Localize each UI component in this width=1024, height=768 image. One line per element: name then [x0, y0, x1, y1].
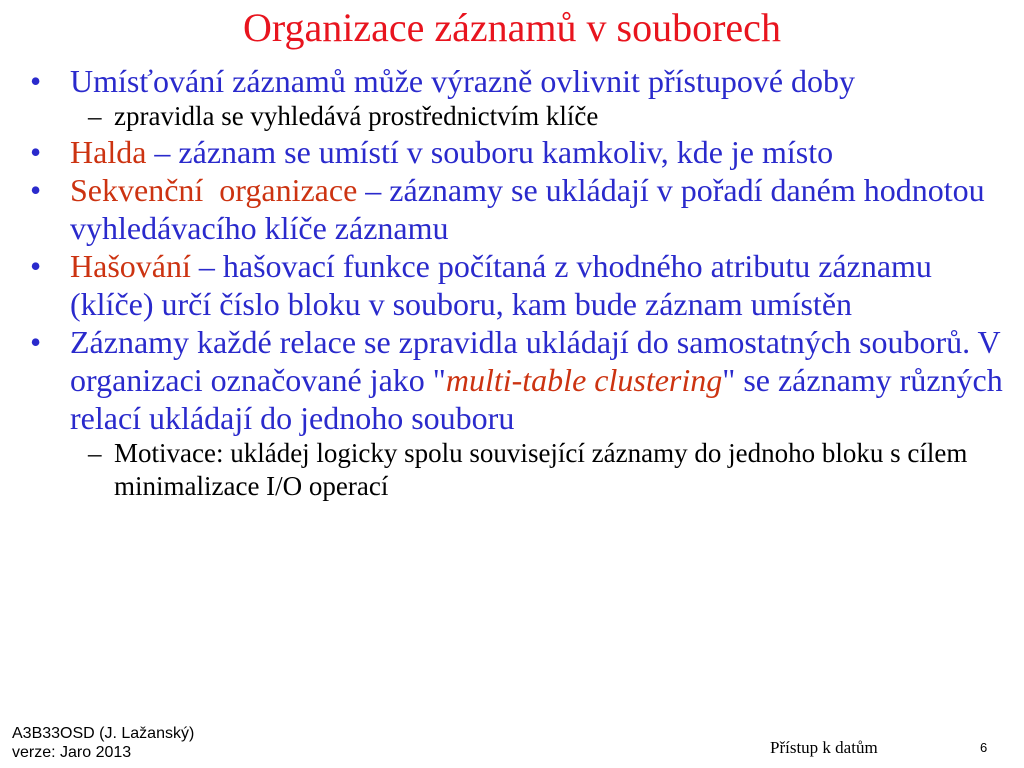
bullet-icon: • [30, 172, 42, 208]
dash-icon: – [88, 101, 102, 131]
dash-icon: – [88, 438, 102, 468]
slide-title: Organizace záznamů v souborech [243, 5, 781, 50]
bullet-icon: • [30, 134, 42, 170]
bullet-text: – záznamy se ukládají v pořadí daném hodnotou vyhledávacího klíče záznamu [70, 172, 985, 246]
bullet-term: Hašování [70, 248, 191, 284]
bullet-term: Halda [70, 134, 147, 170]
bullet-icon: • [30, 248, 42, 284]
bullet-text: – hašovací funkce počítaná z vhodného atributu záznamu (klíče) určí číslo bloku v souboru, kam bude záznam umístěn [70, 248, 932, 322]
sub-bullet-item-5 [0, 437, 1024, 503]
bullet-text: Umísťování záznamů může výrazně ovlivnit přístupové doby [70, 63, 856, 99]
footer-version: verze: Jaro 2013 [12, 744, 132, 761]
footer-topic: Přístup k datům [770, 738, 878, 757]
bullet-text: – záznam se umístí v souboru kamkoliv, kde je místo [146, 134, 834, 170]
bullet-item-2 [0, 133, 1024, 171]
sub-bullet-item-1 [0, 100, 1024, 133]
page-number: 6 [980, 740, 988, 755]
bullet-emphasis: multi-table clustering [445, 362, 723, 398]
bullet-term: Sekvenční organizace [70, 172, 358, 208]
sub-bullet-text: zpravidla se vyhledává prostřednictvím klíče [114, 101, 599, 131]
bullet-item-5 [0, 323, 1024, 437]
footer-course: A3B33OSD (J. Lažanský) [12, 725, 195, 742]
bullet-text-before: Záznamy každé relace se zpravidla ukládají do samostatných souborů. V organizaci označované jako " [70, 324, 1001, 398]
bullet-list [0, 62, 1024, 503]
bullet-icon: • [30, 63, 42, 99]
bullet-item-3 [0, 171, 1024, 247]
sub-bullet-text: Motivace: ukládej logicky spolu související záznamy do jednoho bloku s cílem minimalizace I/O operací [114, 438, 968, 501]
bullet-item-4 [0, 247, 1024, 323]
footer-course-info [12, 724, 194, 762]
bullet-text-after: " se záznamy různých relací ukládají do jednoho souboru [70, 362, 1003, 436]
bullet-icon: • [30, 324, 42, 360]
bullet-item-1 [0, 62, 1024, 100]
